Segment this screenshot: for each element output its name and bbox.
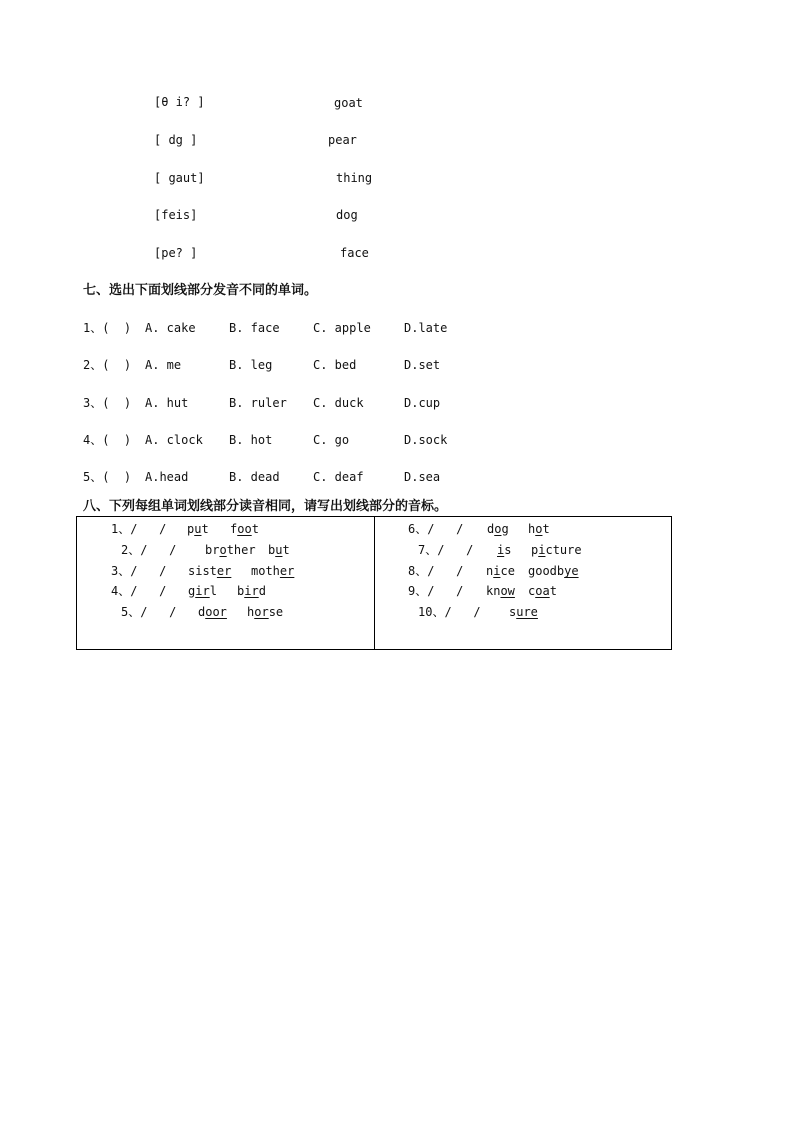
word: door xyxy=(198,605,227,619)
option-d: D.sea xyxy=(404,470,441,484)
blank-number: 8、/ / xyxy=(408,564,464,578)
word: horse xyxy=(247,605,284,619)
section8-title: 八、下列每组单词划线部分读音相同，请写出划线部分的音标。 xyxy=(83,499,448,514)
option-a: A. clock xyxy=(145,433,203,447)
table-divider xyxy=(374,517,375,649)
word: goodbye xyxy=(528,564,579,578)
word: put xyxy=(187,522,209,536)
option-a: A.head xyxy=(145,470,189,484)
phonetic-item: [ dg ] xyxy=(154,133,198,147)
option-a: A. me xyxy=(145,358,182,372)
match-word: goat xyxy=(334,96,363,110)
section7-title: 七、选出下面划线部分发音不同的单词。 xyxy=(83,283,318,298)
word: sister xyxy=(188,564,232,578)
blank-number: 1、/ / xyxy=(111,522,167,536)
option-a: A. hut xyxy=(145,396,189,410)
blank-number: 4、/ / xyxy=(111,584,167,598)
blank-number: 9、/ / xyxy=(408,584,464,598)
word: is xyxy=(497,543,512,557)
phonetic-item: [θ i? ] xyxy=(154,95,205,109)
word: mother xyxy=(251,564,295,578)
blank-number: 7、/ / xyxy=(418,543,474,557)
word: picture xyxy=(531,543,582,557)
option-c: C. go xyxy=(313,433,350,447)
word: bird xyxy=(237,584,266,598)
blank-number: 6、/ / xyxy=(408,522,464,536)
blank-number: 3、/ / xyxy=(111,564,167,578)
word: know xyxy=(486,584,515,598)
option-c: C. deaf xyxy=(313,470,364,484)
match-word: thing xyxy=(336,171,373,185)
option-d: D.sock xyxy=(404,433,448,447)
option-c: C. bed xyxy=(313,358,357,372)
option-d: D.set xyxy=(404,358,441,372)
phonetic-item: [pe? ] xyxy=(154,246,198,260)
option-c: C. duck xyxy=(313,396,364,410)
phonetic-item: [ gaut] xyxy=(154,171,205,185)
word: but xyxy=(268,543,290,557)
option-b: B. face xyxy=(229,321,280,335)
phonetics-table xyxy=(76,516,672,650)
option-b: B. leg xyxy=(229,358,273,372)
blank-number: 2、/ / xyxy=(121,543,177,557)
word: brother xyxy=(205,543,256,557)
match-word: pear xyxy=(328,133,357,147)
blank-number: 5、/ / xyxy=(121,605,177,619)
question-number: 2、( ) xyxy=(83,358,132,372)
word: hot xyxy=(528,522,550,536)
word: coat xyxy=(528,584,557,598)
option-d: D.late xyxy=(404,321,448,335)
word: nice xyxy=(486,564,515,578)
option-c: C. apple xyxy=(313,321,371,335)
question-number: 5、( ) xyxy=(83,470,132,484)
question-number: 1、( ) xyxy=(83,321,132,335)
question-number: 3、( ) xyxy=(83,396,132,410)
phonetic-item: [feis] xyxy=(154,208,198,222)
word: dog xyxy=(487,522,509,536)
blank-number: 10、/ / xyxy=(418,605,481,619)
option-a: A. cake xyxy=(145,321,196,335)
option-b: B. dead xyxy=(229,470,280,484)
match-word: dog xyxy=(336,208,358,222)
option-b: B. ruler xyxy=(229,396,287,410)
word: sure xyxy=(509,605,538,619)
question-number: 4、( ) xyxy=(83,433,132,447)
option-d: D.cup xyxy=(404,396,441,410)
match-word: face xyxy=(340,246,369,260)
option-b: B. hot xyxy=(229,433,273,447)
word: girl xyxy=(188,584,217,598)
word: foot xyxy=(230,522,259,536)
